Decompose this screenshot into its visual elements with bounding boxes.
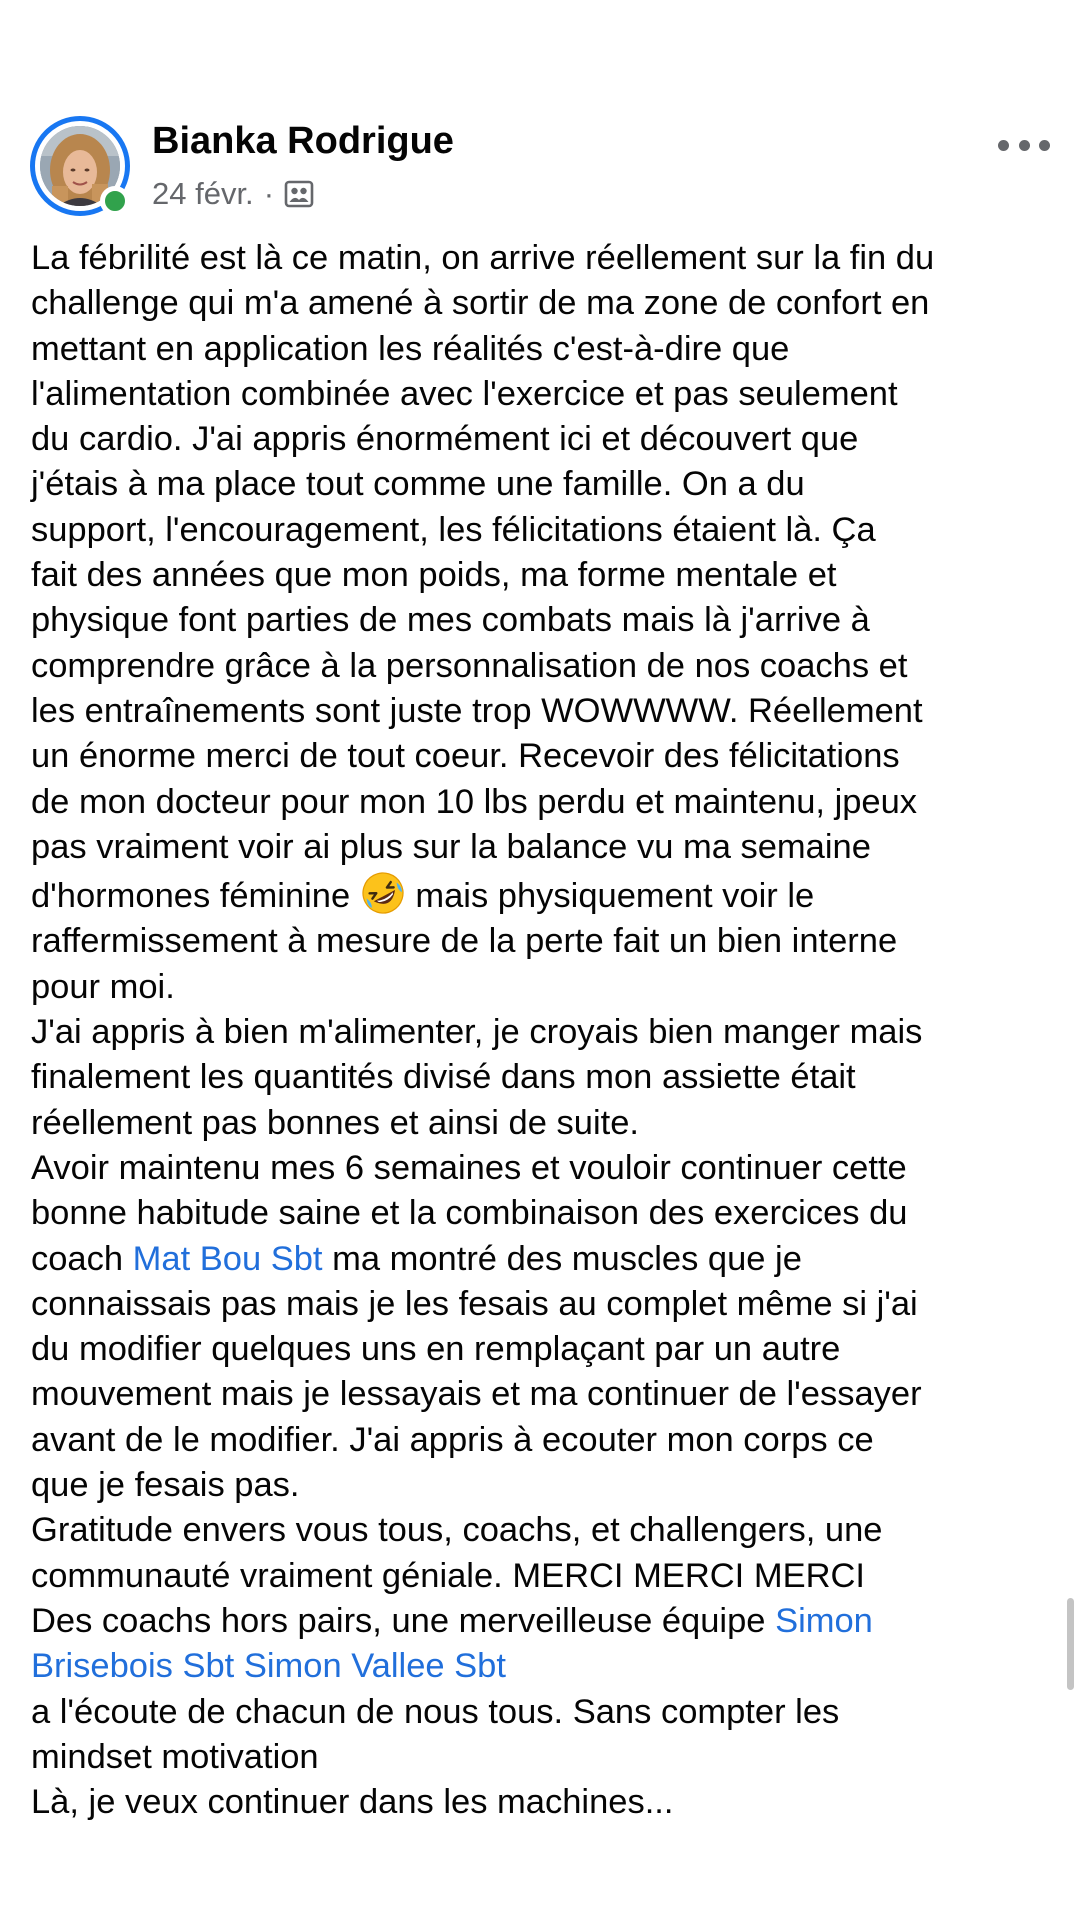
post-line: les entraînements sont juste trop WOWWWW. Réellement <box>31 691 923 730</box>
post-line: avant de le modifier. J'ai appris à ecouter mon corps ce <box>31 1420 874 1459</box>
post-line: raffermissement à mesure de la perte fait un bien interne <box>31 922 898 961</box>
post-line: du cardio. J'ai appris énormément ici et découvert que <box>31 420 859 459</box>
post-line: La fébrilité est là ce matin, on arrive réellement sur la fin du <box>31 239 935 277</box>
post-line: mouvement mais je lessayais et ma continuer de l'essayer <box>31 1375 922 1414</box>
post-line: connaissais pas mais je les fesais au complet même si j'ai <box>31 1284 918 1323</box>
post-line: physique font parties de mes combats mais là j'arrive à <box>31 601 870 640</box>
post-line: bonne habitude saine et la combinaison des exercices du <box>31 1194 908 1233</box>
more-dot-icon <box>1019 140 1030 151</box>
post-line: mettant en application les réalités c'est-à-dire que <box>31 329 790 368</box>
more-dot-icon <box>998 140 1009 151</box>
post-line: un énorme merci de tout coeur. Recevoir des félicitations <box>31 737 900 776</box>
post-line: communauté vraiment géniale. MERCI MERCI MERCI <box>31 1556 865 1595</box>
mention-link[interactable]: Simon Vallee Sbt <box>243 1647 506 1686</box>
post-line: fait des années que mon poids, ma forme mentale et <box>31 556 837 595</box>
post-line: de mon docteur pour mon 10 lbs perdu et maintenu, jpeux <box>31 782 918 821</box>
post-line: comprendre grâce à la personnalisation de nos coachs et <box>31 646 908 685</box>
post-line: finalement les quantités divisé dans mon assiette était <box>31 1058 856 1097</box>
more-dot-icon <box>1039 140 1050 151</box>
meta-separator: · <box>263 176 275 211</box>
post-line: réellement pas bonnes et ainsi de suite. <box>31 1103 639 1142</box>
line-text: ma montré des muscles que je <box>332 1239 802 1278</box>
line-text: Des coachs hors pairs, une merveilleuse équipe <box>31 1601 766 1640</box>
more-options-button[interactable] <box>998 130 1050 160</box>
post-meta <box>152 176 314 212</box>
mention-link[interactable]: Mat Bou Sbt <box>132 1239 323 1278</box>
post-line: mindset motivation <box>31 1737 319 1776</box>
post-text <box>31 236 1061 1825</box>
post-line: j'étais à ma place tout comme une famille. On a du <box>31 465 805 504</box>
post-line: J'ai appris à bien m'alimenter, je croyais bien manger mais <box>31 1013 923 1052</box>
post-date[interactable]: 24 févr. <box>152 176 254 211</box>
post-line: Là, je veux continuer dans les machines... <box>31 1783 674 1822</box>
line-text: mais physiquement voir le <box>415 877 815 916</box>
post-line <box>31 1644 1061 1689</box>
friends-list-icon[interactable] <box>284 179 314 209</box>
mention-link[interactable]: Brisebois Sbt <box>31 1647 235 1686</box>
post-line <box>31 1599 1061 1644</box>
post-line: l'alimentation combinée avec l'exercice et pas seulement <box>31 374 898 413</box>
author-avatar[interactable] <box>30 116 130 216</box>
post-line: Gratitude envers vous tous, coachs, et challengers, une <box>31 1511 883 1550</box>
post-header <box>30 116 1050 220</box>
post-line <box>31 1237 1061 1282</box>
line-text: d'hormones féminine <box>31 877 351 916</box>
post-line: challenge qui m'a amené à sortir de ma zone de confort en <box>31 284 930 323</box>
post-line <box>31 870 1061 919</box>
mention-link[interactable]: Simon <box>775 1601 873 1640</box>
rolling-on-floor-laughing-emoji <box>360 870 406 916</box>
post-line: pour moi. <box>31 967 175 1006</box>
post-line: Avoir maintenu mes 6 semaines et vouloir continuer cette <box>31 1148 907 1187</box>
line-text: coach <box>31 1239 124 1278</box>
online-status-icon <box>100 186 130 216</box>
author-name[interactable]: Bianka Rodrigue <box>152 120 454 162</box>
post-line: que je fesais pas. <box>31 1466 300 1505</box>
post-line: a l'écoute de chacun de nous tous. Sans compter les <box>31 1692 840 1731</box>
post-line: pas vraiment voir ai plus sur la balance vu ma semaine <box>31 827 871 866</box>
post-line: du modifier quelques uns en remplaçant par un autre <box>31 1330 841 1369</box>
post-line: support, l'encouragement, les félicitations étaient là. Ça <box>31 510 876 549</box>
scrollbar[interactable] <box>1067 1598 1074 1690</box>
